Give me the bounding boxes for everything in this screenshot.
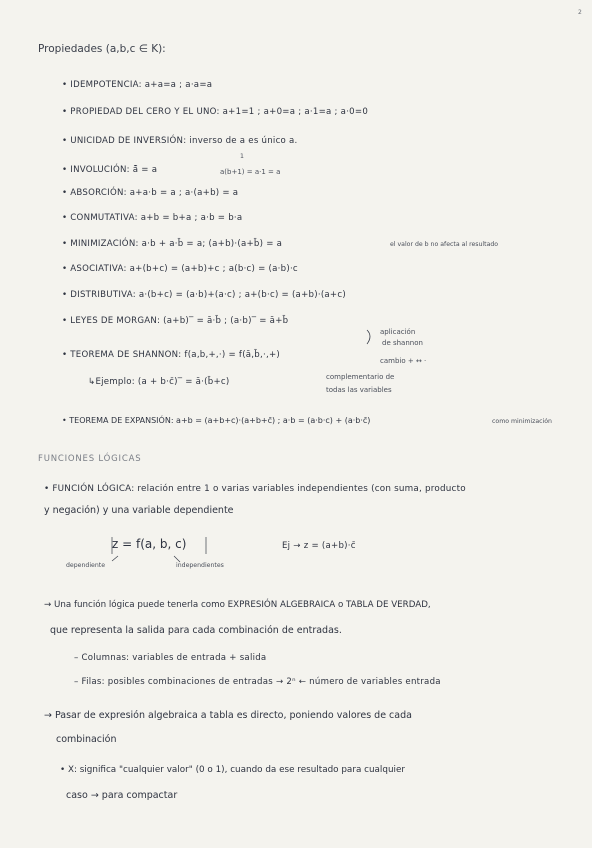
repr-line-2: que representa la salida para cada combinación de entradas. (50, 625, 342, 636)
pasar-line-1: → Pasar de expresión algebraica a tabla es directo, poniendo valores de cada (44, 710, 412, 721)
expansion-note: como minimización (492, 418, 552, 425)
prop-expansion: • TEOREMA DE EXPANSIÓN: a+b = (a+b+c)·(a+b+c̄) ; a·b = (a·b·c) + (a·b·c̄) (62, 416, 371, 425)
prop-shannon: • TEOREMA DE SHANNON: f(a,b,+,·) = f(ā,b̄,·,+) (62, 350, 280, 360)
dependiente-arrow (112, 556, 118, 561)
x-line-1: • X: significa "cualquier valor" (0 o 1), cuando da ese resultado para cualquier (60, 765, 406, 775)
involucion-note: a(b+1) = a·1 = a (220, 168, 281, 176)
section-title: FUNCIONES LÓGICAS (38, 454, 142, 464)
prop-unicidad: • UNICIDAD DE INVERSIÓN: inverso de a es único a. (62, 136, 298, 146)
label-independientes: independientes (176, 562, 224, 569)
shannon-complement-1: complementario de (326, 373, 395, 381)
prop-morgan: • LEYES DE MORGAN: (a+b)‾ = ā·b̄ ; (a·b)‾ = ā+b̄ (62, 316, 289, 326)
prop-minimizacion: • MINIMIZACIÓN: a·b + a·b̄ = a; (a+b)·(a+b̄) = a (62, 239, 283, 249)
prop-conmutativa: • CONMUTATIVA: a+b = b+a ; a·b = b·a (62, 213, 243, 223)
repr-line-1: → Una función lógica puede tenerla como EXPRESIÓN ALGEBRAICA o TABLA DE VERDAD, (44, 600, 431, 610)
prop-cero-uno: • PROPIEDAD DEL CERO Y EL UNO: a+1=1 ; a+0=a ; a·1=a ; a·0=0 (62, 107, 369, 117)
prop-asociativa: • ASOCIATIVA: a+(b+c) = (a+b)+c ; a(b·c) = (a·b)·c (62, 264, 298, 274)
shannon-complement-2: todas las variables (326, 386, 392, 394)
prop-idempotencia: • IDEMPOTENCIA: a+a=a ; a·a=a (62, 80, 213, 90)
shannon-example: ↳Ejemplo: (a + b·c̄)‾ = ā·(b̄+c) (88, 377, 230, 387)
minimizacion-note: el valor de b no afecta al resultado (390, 241, 499, 248)
shannon-note-1: aplicación (380, 328, 416, 336)
columnas-line: – Columnas: variables de entrada + salida (74, 653, 267, 663)
page-heading: Propiedades (a,b,c ∈ K): (38, 43, 166, 55)
formula-example: Ej → z = (a+b)·c̄ (282, 541, 356, 551)
page-number: 2 (578, 9, 582, 16)
pasar-line-2: combinación (56, 734, 117, 745)
prop-involucion: • INVOLUCIÓN: ā̄ = a (62, 165, 158, 175)
filas-line: – Filas: posibles combinaciones de entradas → 2ⁿ ← número de variables entrada (74, 677, 441, 687)
label-dependiente: dependiente (66, 562, 105, 569)
shannon-note-2: de shannon (382, 339, 423, 347)
involucion-one: 1 (240, 153, 244, 160)
funcion-def-line-1: • FUNCIÓN LÓGICA: relación entre 1 o varias variables independientes (con suma, producto (44, 484, 466, 494)
prop-absorcion: • ABSORCIÓN: a+a·b = a ; a·(a+b) = a (62, 188, 239, 198)
shannon-bracket (367, 330, 370, 344)
funcion-def-line-2: y negación) y una variable dependiente (44, 505, 234, 516)
x-line-2: caso → para compactar (66, 790, 178, 801)
independientes-arrow (174, 556, 180, 562)
prop-distributiva: • DISTRIBUTIVA: a·(b+c) = (a·b)+(a·c) ; a+(b·c) = (a+b)·(a+c) (62, 290, 346, 300)
shannon-swap: cambio + ↔ · (380, 357, 427, 365)
formula-z: z = f(a, b, c) (112, 537, 187, 551)
